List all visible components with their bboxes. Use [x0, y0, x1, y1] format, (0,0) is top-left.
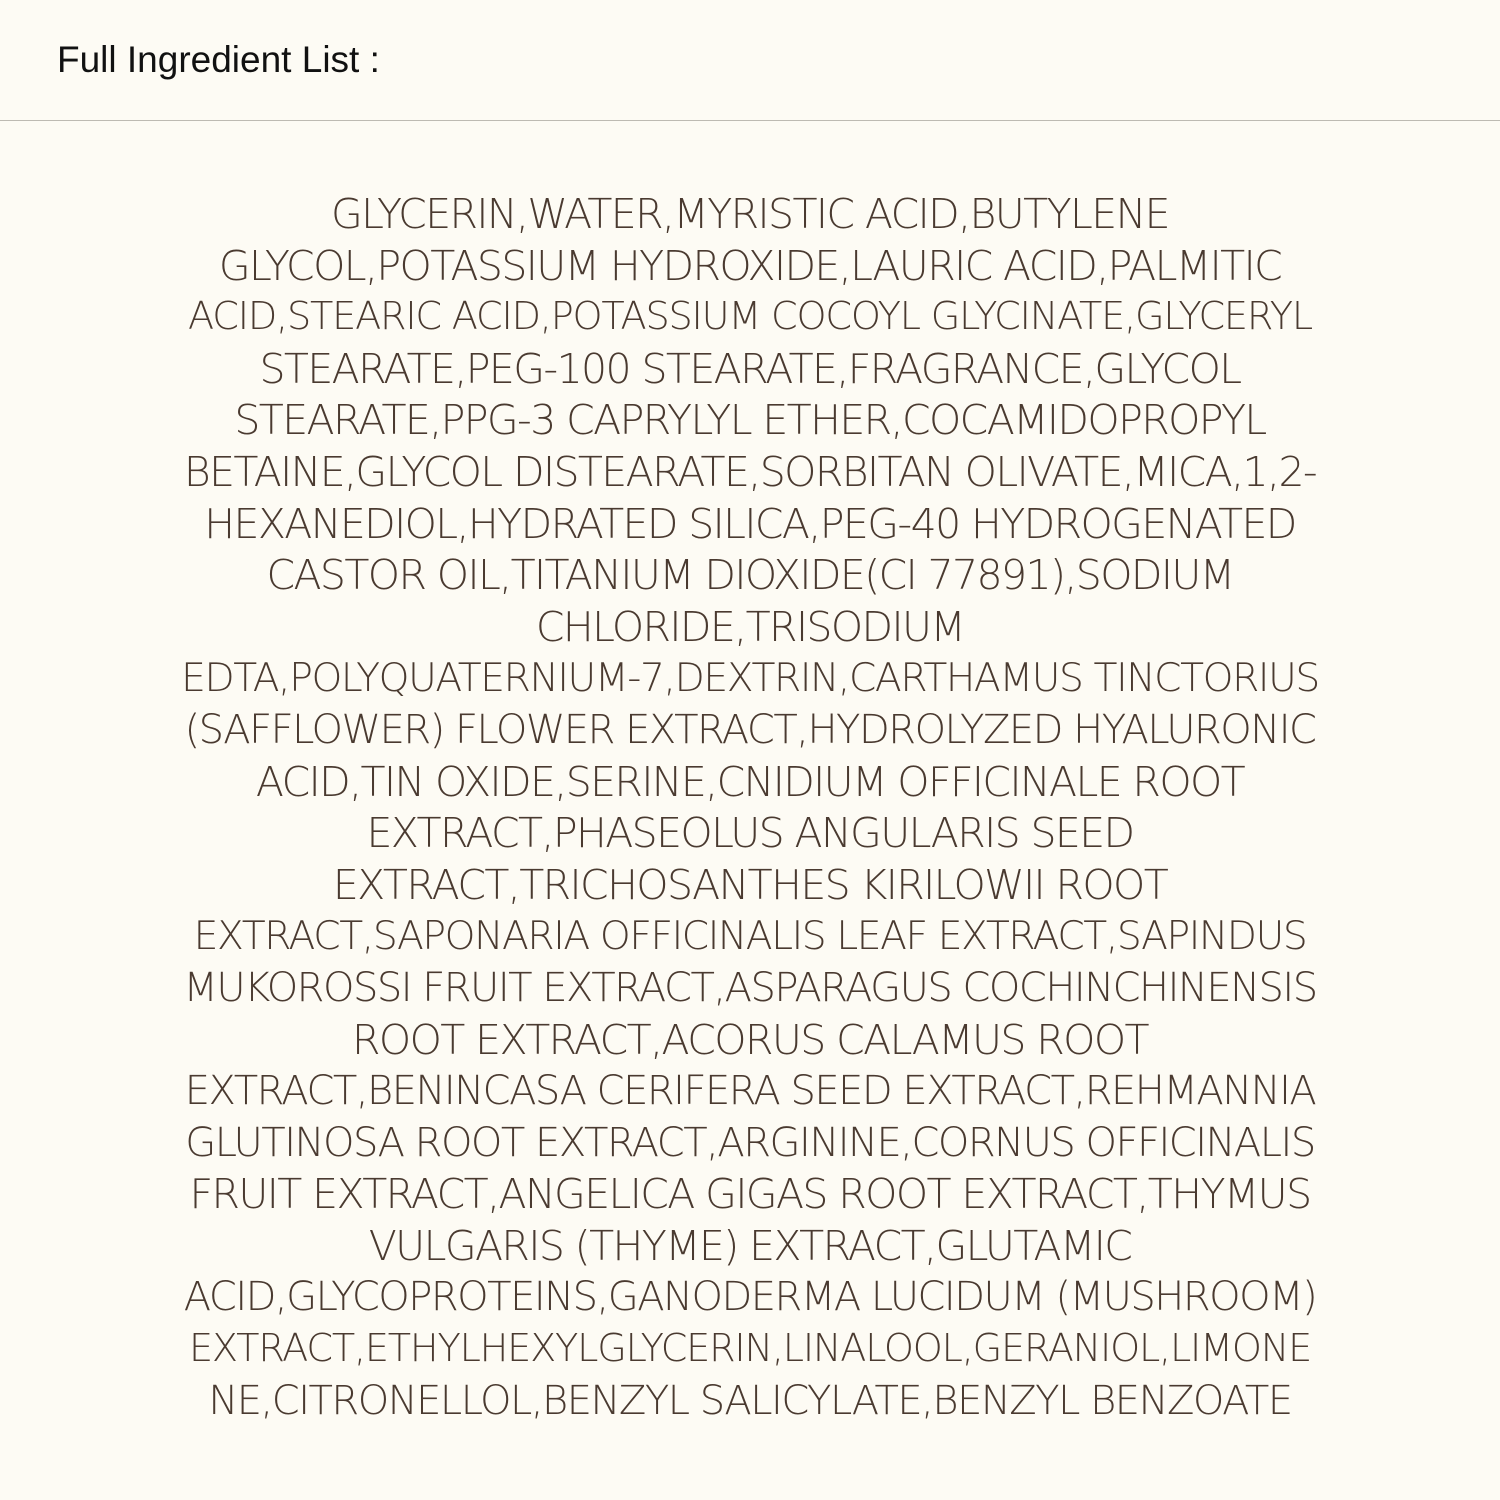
- ingredient-line: EXTRACT,TRICHOSANTHES KIRILOWII ROOT: [332, 860, 1168, 909]
- ingredient-line: EXTRACT,ETHYLHEXYLGLYCERIN,LINALOOL,GERANIOL,LIMONE: [188, 1327, 1312, 1372]
- ingredient-line: EXTRACT,BENINCASA CERIFERA SEED EXTRACT,REHMANNIA: [184, 1068, 1316, 1115]
- header-bar: [0, 0, 1500, 121]
- ingredient-line: CASTOR OIL,TITANIUM DIOXIDE(CI 77891),SODIUM: [266, 551, 1234, 600]
- ingredient-line: VULGARIS (THYME) EXTRACT,GLUTAMIC: [368, 1221, 1132, 1270]
- ingredient-list: [0, 189, 1500, 1427]
- ingredient-line: ACID,STEARIC ACID,POTASSIUM COCOYL GLYCINATE,GLYCERYL: [188, 295, 1312, 340]
- ingredient-line: GLYCOL,POTASSIUM HYDROXIDE,LAURIC ACID,PALMITIC: [218, 241, 1282, 290]
- ingredient-line: ACID,GLYCOPROTEINS,GANODERMA LUCIDUM (MUSHROOM): [183, 1274, 1317, 1321]
- page-title: Full Ingredient List :: [57, 39, 380, 80]
- ingredient-line: EXTRACT,PHASEOLUS ANGULARIS SEED: [366, 809, 1134, 858]
- ingredient-line: CHLORIDE,TRISODIUM: [535, 602, 965, 651]
- ingredient-line: HEXANEDIOL,HYDRATED SILICA,PEG-40 HYDROGENATED: [204, 499, 1296, 548]
- ingredient-line: MUKOROSSI FRUIT EXTRACT,ASPARAGUS COCHINCHINENSIS: [183, 964, 1317, 1011]
- ingredient-line: ROOT EXTRACT,ACORUS CALAMUS ROOT: [352, 1015, 1148, 1064]
- ingredient-line: GLYCERIN,WATER,MYRISTIC ACID,BUTYLENE: [331, 190, 1169, 238]
- ingredient-line: ACID,TIN OXIDE,SERINE,CNIDIUM OFFICINALE ROOT: [255, 757, 1245, 806]
- ingredient-line: (SAFFLOWER) FLOWER EXTRACT,HYDROLYZED HYALURONIC: [184, 706, 1316, 753]
- ingredient-line: STEARATE,PPG-3 CAPRYLYL ETHER,COCAMIDOPROPYL: [234, 396, 1266, 445]
- ingredient-line: BETAINE,GLYCOL DISTEARATE,SORBITAN OLIVATE,MICA,1,2-: [183, 447, 1317, 496]
- ingredient-line: GLUTINOSA ROOT EXTRACT,ARGININE,CORNUS OFFICINALIS: [185, 1119, 1315, 1166]
- ingredient-line: EDTA,POLYQUATERNIUM-7,DEXTRIN,CARTHAMUS TINCTORIUS: [181, 656, 1319, 702]
- ingredient-line: STEARATE,PEG-100 STEARATE,FRAGRANCE,GLYCOL: [259, 344, 1241, 393]
- ingredient-line: EXTRACT,SAPONARIA OFFICINALIS LEAF EXTRACT,SAPINDUS: [193, 914, 1307, 960]
- ingredient-line: NE,CITRONELLOL,BENZYL SALICYLATE,BENZYL BENZOATE: [208, 1377, 1292, 1424]
- ingredient-line: FRUIT EXTRACT,ANGELICA GIGAS ROOT EXTRACT,THYMUS: [189, 1170, 1311, 1219]
